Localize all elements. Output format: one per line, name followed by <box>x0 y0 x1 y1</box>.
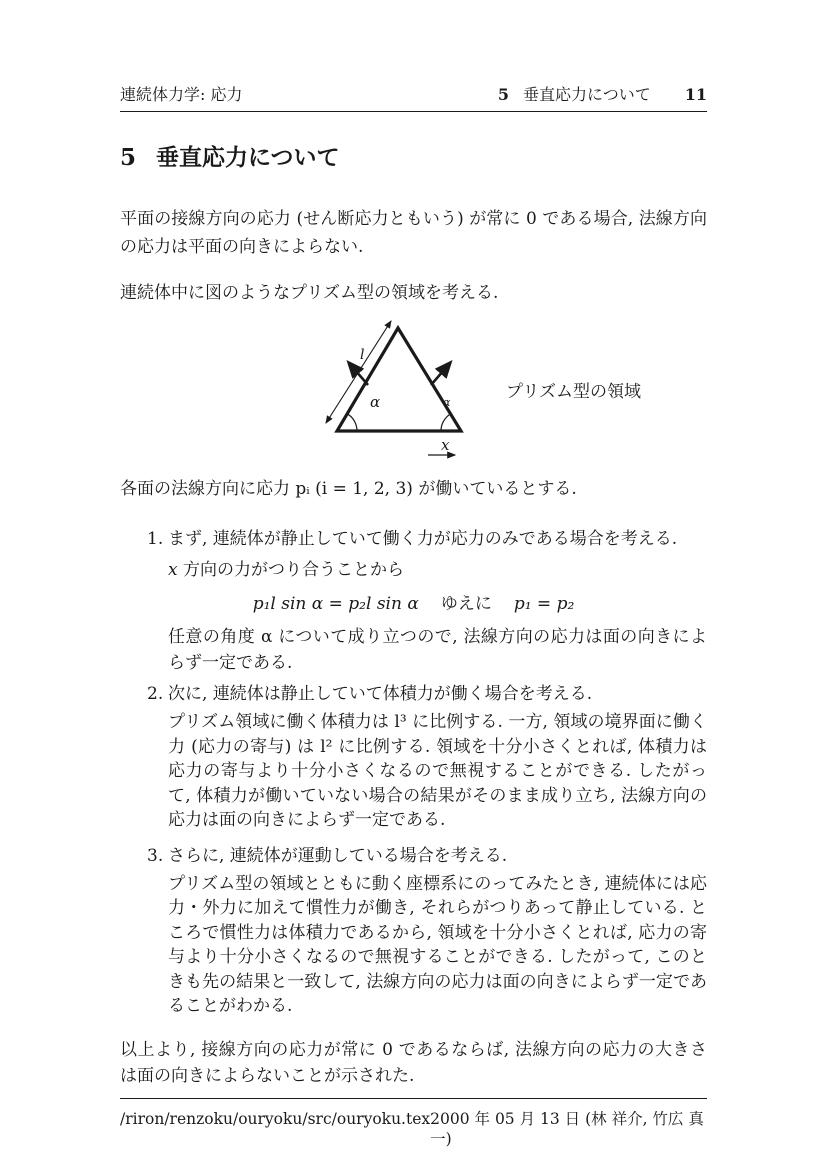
intro-paragraph-2: 連続体中に図のようなプリズム型の領域を考える. <box>120 283 499 303</box>
prism-figure <box>120 317 707 459</box>
after-figure-paragraph: 各面の法線方向に応力 pᵢ (i = 1, 2, 3) が働いているとする. <box>120 479 577 499</box>
list-item-1-body <box>168 556 707 584</box>
prism-diagram <box>320 317 470 459</box>
balance-equation <box>120 590 707 618</box>
list-item-1-lead: まず, 連続体が静止していて働く力が応力のみである場合を考える. <box>168 529 678 549</box>
list-item-2-number: 2. <box>147 684 164 704</box>
x-axis-label: x <box>441 436 450 454</box>
list-item-3-lead: さらに, 連続体が運動している場合を考える. <box>168 845 508 866</box>
list-item-3-body: プリズム型の領域とともに動く座標系にのってみたとき, 連続体には応力・外力に加えて慣性力が働き, それらがつりあって静止している. ところで慣性力は体積力であるから, 領域を十分小さくとれば, 応力の寄与より十分小さくなるので無視することができる. したがって, このときも先の結果と一致して, 法線方向の応力は面の向きによらず一定であることがわかる. <box>168 873 707 1016</box>
right-normal-arrow <box>431 363 450 385</box>
numbered-list <box>120 525 707 1019</box>
list-item-2-lead: 次に, 連続体は静止していて体積力が働く場合を考える. <box>168 684 593 704</box>
page-footer <box>120 1098 707 1149</box>
header-left-title: 連続体力学: 応力 <box>120 85 243 104</box>
figure-caption: プリズム型の領域 <box>506 382 641 402</box>
triangle-outline <box>337 328 461 431</box>
page-content <box>120 0 707 1149</box>
intro-paragraph-1: 平面の接線方向の応力 (せん断応力ともいう) が常に 0 である場合, 法線方向の応力は平面の向きによらない. <box>120 209 707 257</box>
section-heading-number: 5 <box>120 144 137 171</box>
x-variable: x <box>168 560 178 580</box>
equation-rhs: p₁ = p₂ <box>513 594 575 614</box>
right-angle-label: α <box>443 396 451 409</box>
list-item-1-conclusion: 任意の角度 α について成り立つので, 法線方向の応力は面の向きによらず一定である. <box>168 627 707 673</box>
list-item-3 <box>120 842 707 1019</box>
equation-lhs: p₁l sin α = p₂l sin α <box>252 594 419 614</box>
list-item-1-number: 1. <box>147 529 164 549</box>
left-angle-label: α <box>370 393 381 411</box>
list-item-2 <box>120 680 707 833</box>
right-angle-arc <box>441 414 451 431</box>
footer-date-authors: 2000 年 05 月 13 日 (林 祥介, 竹広 真一) <box>430 1109 704 1148</box>
page-number: 11 <box>684 85 707 104</box>
list-item-1-body-text: 方向の力がつり合うことから <box>177 560 404 580</box>
section-heading <box>120 142 707 174</box>
header-section-number: 5 <box>497 85 510 104</box>
list-item-3-number: 3. <box>147 845 164 866</box>
conclusion-paragraph: 以上より, 接線方向の応力が常に 0 であるならば, 法線方向の応力の大きさは面の向きによらないことが示された. <box>120 1039 707 1086</box>
list-item-1 <box>120 525 707 676</box>
section-heading-text: 垂直応力について <box>156 144 340 171</box>
equation-connector: ゆえに <box>440 594 492 614</box>
footer-file-path: /riron/renzoku/ouryoku/src/ouryoku.tex <box>120 1109 431 1128</box>
list-item-2-body: プリズム領域に働く体積力は l³ に比例する. 一方, 領域の境界面に働く力 (応力の寄与) は l² に比例する. 領域を十分小さくとれば, 体積力は応力の寄与より十分小さくなるので無視することができる. したがって, 体積力が働いていない場合の結果がそのまま成り立ち, 法線方向の応力は面の向きによらず一定である. <box>168 712 707 830</box>
page-header <box>120 85 707 112</box>
header-section-title: 垂直応力について <box>523 85 651 104</box>
length-label: l <box>360 347 365 363</box>
left-angle-arc <box>347 414 357 431</box>
length-double-arrow <box>326 321 391 423</box>
header-right <box>498 85 707 105</box>
